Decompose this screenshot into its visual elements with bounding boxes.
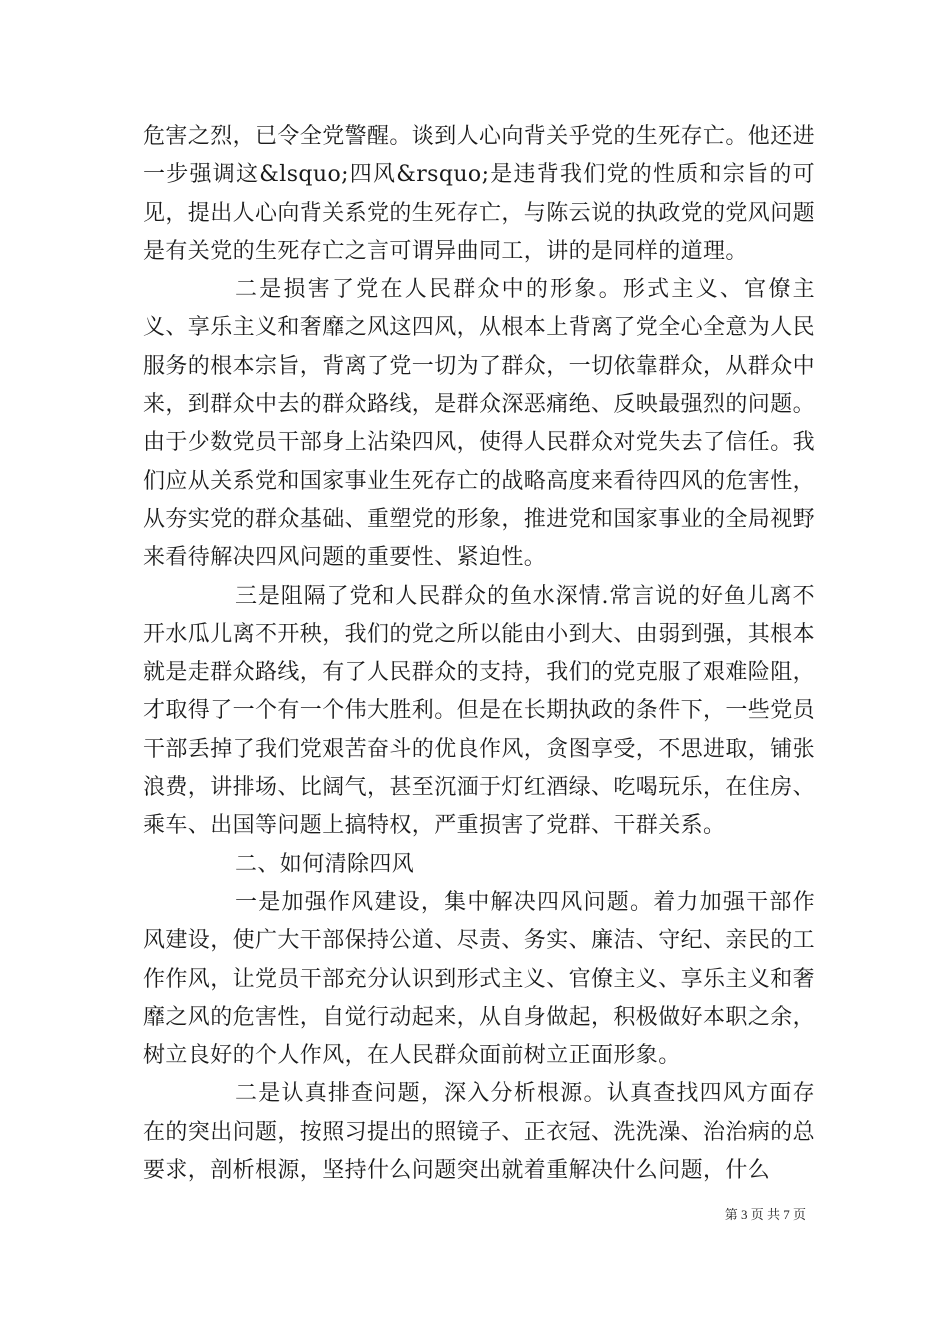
document-body <box>143 118 815 1190</box>
paragraph: 一是加强作风建设，集中解决四风问题。着力加强干部作风建设，使广大干部保持公道、尽责、务实、廉洁、守纪、亲民的工作作风，让党员干部充分认识到形式主义、官僚主义、享乐主义和奢靡之风的危害性，自觉行动起来，从自身做起，积极做好本职之余，树立良好的个人作风，在人民群众面前树立正面形象。 <box>143 889 816 1069</box>
paragraph: 二是认真排查问题，深入分析根源。认真查找四风方面存在的突出问题，按照习提出的照镜子、正衣冠、洗洗澡、治治病的总要求，剖析根源，坚持什么问题突出就着重解决什么问题，什么 <box>143 1081 816 1184</box>
section-heading: 二、如何清除四风 <box>235 851 415 877</box>
paragraph: 三是阻隔了党和人民群众的鱼水深情.常言说的好鱼儿离不开水瓜儿离不开秧，我们的党之所以能由小到大、由弱到强，其根本就是走群众路线，有了人民群众的支持，我们的党克服了艰难险阻，才取得了一个有一个伟大胜利。但是在长期执政的条件下，一些党员干部丢掉了我们党艰苦奋斗的优良作风，贪图享受，不思进取，铺张浪费，讲排场、比阔气，甚至沉湎于灯红酒绿、吃喝玩乐，在住房、乘车、出国等问题上搞特权，严重损害了党群、干群关系。 <box>143 583 816 839</box>
paragraph: 二是损害了党在人民群众中的形象。形式主义、官僚主义、享乐主义和奢靡之风这四风，从根本上背离了党全心全意为人民服务的根本宗旨，背离了党一切为了群众，一切依靠群众，从群众中来，到群众中去的群众路线，是群众深恶痛绝、反映最强烈的问题。由于少数党员干部身上沾染四风，使得人民群众对党失去了信任。我们应从关系党和国家事业生死存亡的战略高度来看待四风的危害性，从夯实党的群众基础、重塑党的形象，推进党和国家事业的全局视野来看待解决四风问题的重要性、紧迫性。 <box>143 277 816 571</box>
page-number: 第 3 页 共 7 页 <box>724 1207 806 1222</box>
paragraph: 危害之烈，已令全党警醒。谈到人心向背关乎党的生死存亡。他还进一步强调这&lsquo;四风&rsquo;是违背我们党的性质和宗旨的可见，提出人心向背关系党的生死存亡，与陈云说的执政党的党风问题是有关党的生死存亡之言可谓异曲同工，讲的是同样的道理。 <box>143 124 816 264</box>
